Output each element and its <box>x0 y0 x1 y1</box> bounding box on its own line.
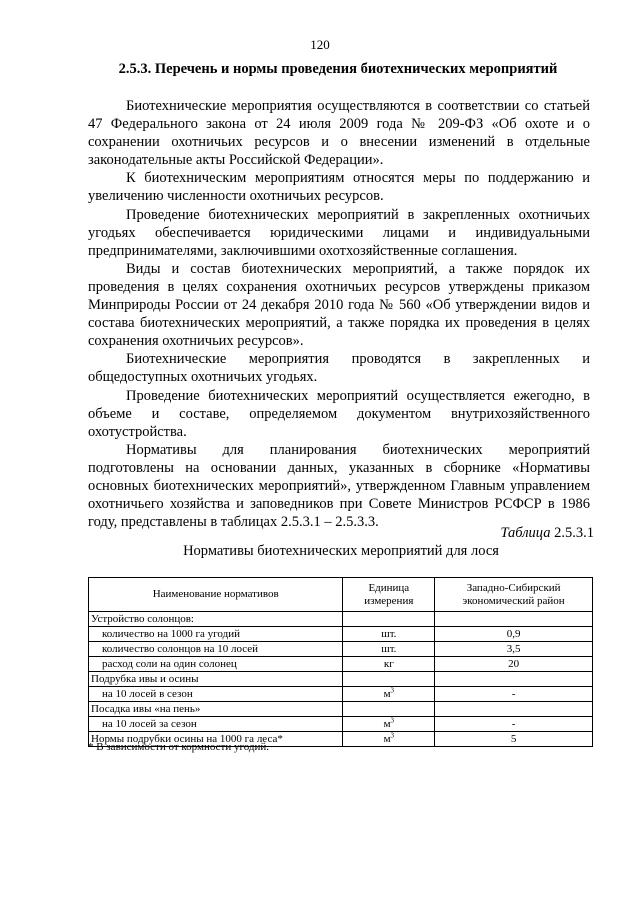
row-unit: шт. <box>343 642 435 657</box>
section-title: 2.5.3. Перечень и нормы проведения биотехнических мероприятий <box>118 61 558 77</box>
row-value <box>435 672 593 687</box>
paragraph: Проведение биотехнических мероприятий в закрепленных охотничьих угодьях обеспечивается юридическими лицами и индивидуальными предпринимателями, заключившими охотхозяйственные соглашения. <box>88 206 590 259</box>
row-unit-cell <box>343 687 435 702</box>
row-value <box>435 702 593 717</box>
table-row <box>89 702 593 717</box>
table-row <box>89 672 593 687</box>
table-header-row <box>89 578 593 612</box>
unit-exponent: 3 <box>390 715 395 724</box>
header-name: Наименование нормативов <box>89 578 343 612</box>
table-footnote: * В зависимости от кормности угодий. <box>88 741 269 753</box>
row-unit <box>343 672 435 687</box>
body-text <box>88 97 590 531</box>
unit-exponent: 3 <box>390 730 395 739</box>
row-value: - <box>435 687 593 702</box>
table-label <box>88 525 594 542</box>
paragraph: Проведение биотехнических мероприятий осуществляется ежегодно, в объеме и составе, определяемом документом внутрихозяйственного охотустройства. <box>88 387 590 440</box>
row-value: 20 <box>435 657 593 672</box>
table-row <box>89 717 593 732</box>
row-value: 3,5 <box>435 642 593 657</box>
row-name: на 10 лосей в сезон <box>89 687 343 702</box>
row-name: Посадка ивы «на пень» <box>89 702 343 717</box>
paragraph: Биотехнические мероприятия осуществляются в соответствии со статьей 47 Федерального закона от 24 июля 2009 года № 209-ФЗ «Об охоте и о сохранении охотничьих ресурсов и о внесении изменений в отдельные законодательные акты Российской Федерации». <box>88 98 590 169</box>
paragraph: К биотехническим мероприятиям относятся меры по поддержанию и увеличению численности охотничьих ресурсов. <box>88 170 590 205</box>
header-unit: Единица измерения <box>343 578 435 612</box>
table-row <box>89 657 593 672</box>
unit-exponent: 3 <box>390 685 395 694</box>
row-value: - <box>435 717 593 732</box>
table-row <box>89 612 593 627</box>
table-row <box>89 687 593 702</box>
row-value: 5 <box>435 732 593 747</box>
row-unit-cell <box>343 717 435 732</box>
table-label-word: Таблица <box>500 525 551 541</box>
row-unit <box>343 702 435 717</box>
page-number: 120 <box>310 37 330 52</box>
row-unit: шт. <box>343 627 435 642</box>
row-unit: м <box>383 717 391 730</box>
table-row <box>89 642 593 657</box>
paragraph: Нормативы для планирования биотехнических мероприятий подготовлены на основании данных, указанных в сборнике «Нормативы основных биотехнических мероприятий», утвержденном Главным управлением охотничьего хозяйства и заповедников при Совете Министров РСФСР в 1986 году, представлены в таблицах 2.5.3.1 – 2.5.3.3. <box>88 441 590 531</box>
row-unit: м <box>383 732 391 745</box>
row-name: на 10 лосей за сезон <box>89 717 343 732</box>
row-name: количество солонцов на 10 лосей <box>89 642 343 657</box>
norms-table <box>88 577 593 747</box>
row-unit <box>343 612 435 627</box>
row-name: Нормы подрубки осины на 1000 га леса* <box>89 732 343 747</box>
table-label-number: 2.5.3.1 <box>554 525 594 541</box>
header-region: Западно-Сибирский экономический район <box>435 578 593 612</box>
table-title: Нормативы биотехнических мероприятий для лося <box>183 543 499 559</box>
row-unit: кг <box>343 657 435 672</box>
row-unit: м <box>383 687 391 700</box>
row-name: количество на 1000 га угодий <box>89 627 343 642</box>
table-row <box>89 627 593 642</box>
paragraph: Виды и состав биотехнических мероприятий, а также порядок их проведения в целях сохранения охотничьих ресурсов утверждены приказом Минприроды России от 24 декабря 2010 года № 560 «Об утверждении видов и состава биотехнических мероприятий, а также порядка их проведения в целях сохранения охотничьих ресурсов». <box>88 260 590 350</box>
paragraph: Биотехнические мероприятия проводятся в закрепленных и общедоступных охотничьих угодьях. <box>88 351 590 386</box>
row-name: Устройство солонцов: <box>89 612 343 627</box>
row-name: Подрубка ивы и осины <box>89 672 343 687</box>
row-value <box>435 612 593 627</box>
row-value: 0,9 <box>435 627 593 642</box>
row-name: расход соли на один солонец <box>89 657 343 672</box>
